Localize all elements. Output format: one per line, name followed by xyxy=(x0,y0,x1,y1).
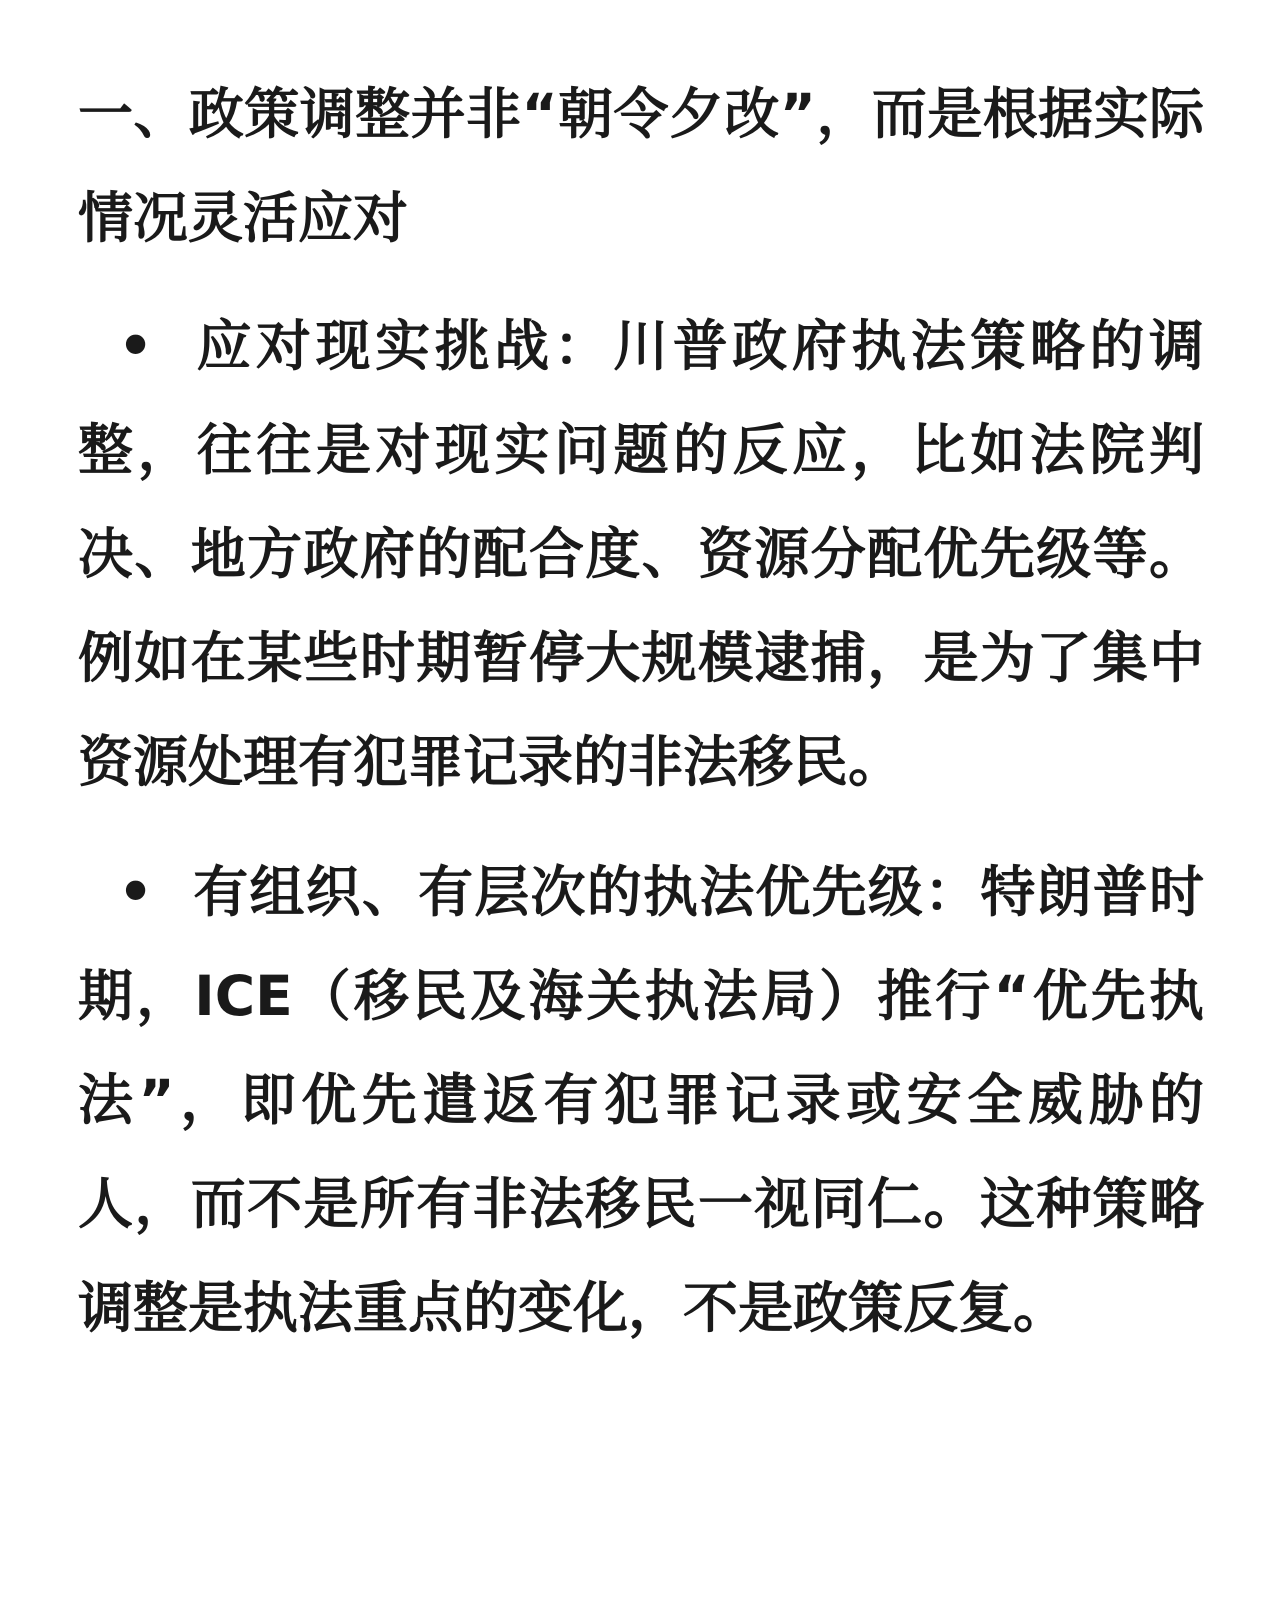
article-body xyxy=(78,62,1204,1360)
bullet-text: 应对现实挑战：川普政府执法策略的调整，往往是对现实问题的反应，比如法院判决、地方政府的配合度、资源分配优先级等。例如在某些时期暂停大规模逮捕，是为了集中资源处理有犯罪记录的非法移民。 xyxy=(78,314,1204,794)
bullet-item-enforcement-priority xyxy=(78,840,1204,1360)
bullet-marker: • xyxy=(118,314,154,378)
section-heading: 一、政策调整并非“朝令夕改”，而是根据实际情况灵活应对 xyxy=(78,82,1204,250)
bullet-text: 有组织、有层次的执法优先级：特朗普时期，ICE（移民及海关执法局）推行“优先执法”，即优先遣返有犯罪记录或安全威胁的人，而不是所有非法移民一视同仁。这种策略调整是执法重点的变化，不是政策反复。 xyxy=(78,860,1205,1340)
bullet-list xyxy=(78,294,1204,1360)
bullet-marker: • xyxy=(118,860,154,924)
bullet-item-realistic-challenges xyxy=(78,294,1204,814)
